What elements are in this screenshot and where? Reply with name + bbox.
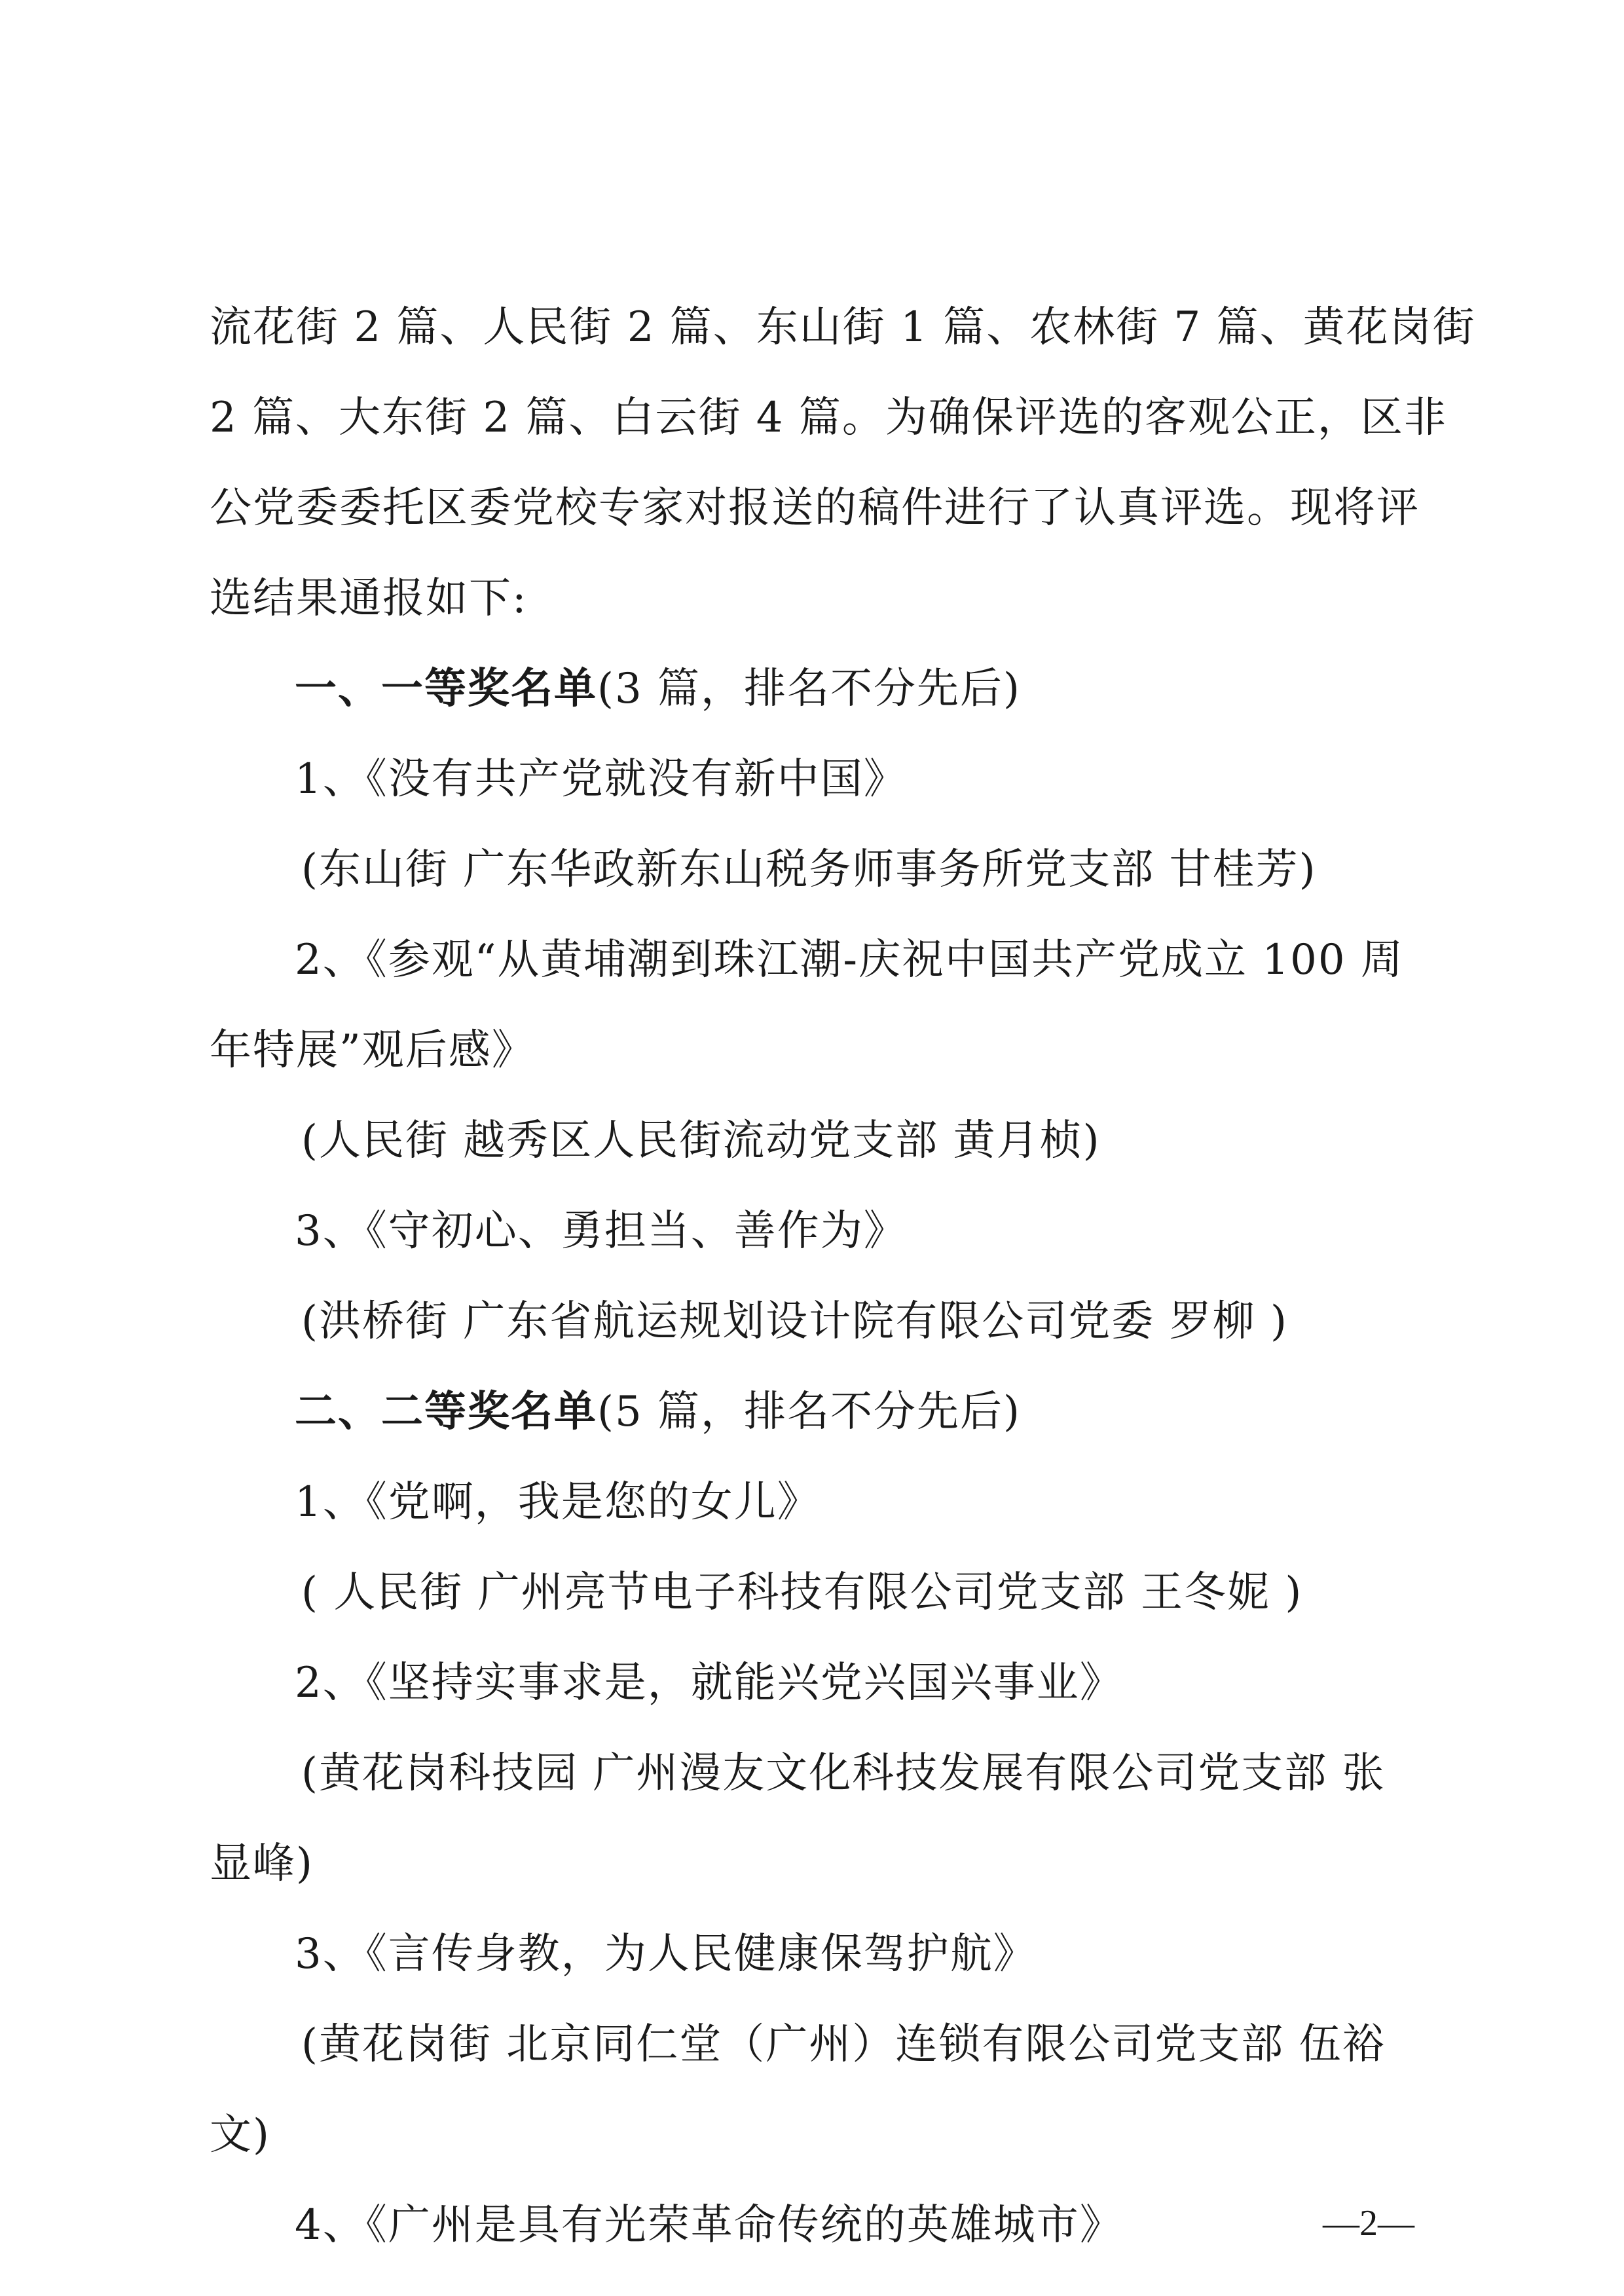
- second-prize-item-4-title: 4、《广州是具有光荣革命传统的英雄城市》: [295, 2201, 1123, 2250]
- second-prize-item-3-author-line-1: (黄花岗街 北京同仁堂（广州）连锁有限公司党支部 伍裕: [301, 2020, 1386, 2069]
- intro-line-3: 公党委委托区委党校专家对报送的稿件进行了认真评选。现将评: [210, 484, 1420, 532]
- first-prize-section-heading: [295, 663, 1414, 715]
- intro-line-2: 2 篇、大东街 2 篇、白云街 4 篇。为确保评选的客观公正，区非: [210, 394, 1447, 442]
- second-prize-item-1-author: ( 人民街 广州亮节电子科技有限公司党支部 王冬妮 ): [301, 1568, 1303, 1617]
- second-prize-note: (5 篇，排名不分先后): [597, 1388, 1021, 1436]
- page-number: —2—: [1323, 2203, 1414, 2244]
- first-prize-item-2-title-line-1: 2、《参观“从黄埔潮到珠江潮-庆祝中国共产党成立 100 周: [295, 936, 1404, 984]
- first-prize-item-1-title: 1、《没有共产党就没有新中国》: [295, 755, 907, 804]
- first-prize-item-3-author: (洪桥街 广东省航运规划设计院有限公司党委 罗柳 ): [301, 1297, 1288, 1346]
- second-prize-section-heading: [295, 1386, 1414, 1438]
- first-prize-item-1-author: (东山街 广东华政新东山税务师事务所党支部 甘桂芳): [301, 845, 1317, 894]
- intro-line-4: 选结果通报如下:: [210, 574, 528, 623]
- second-prize-item-2-author-line-2: 显峰): [210, 1840, 314, 1888]
- first-prize-item-2-title-line-2: 年特展”观后感》: [210, 1026, 535, 1075]
- second-prize-item-2-title: 2、《坚持实事求是，就能兴党兴国兴事业》: [295, 1659, 1123, 1707]
- second-prize-item-3-title: 3、《言传身教，为人民健康保驾护航》: [295, 1930, 1037, 1978]
- second-prize-item-3-author-line-2: 文): [210, 2111, 270, 2159]
- first-prize-note: (3 篇，排名不分先后): [597, 665, 1021, 713]
- second-prize-item-2-author-line-1: (黄花岗科技园 广州漫友文化科技发展有限公司党支部 张: [301, 1749, 1386, 1798]
- intro-line-1: 流花街 2 篇、人民街 2 篇、东山街 1 篇、农林街 7 篇、黄花岗街: [210, 303, 1476, 352]
- second-prize-item-1-title: 1、《党啊，我是您的女儿》: [295, 1478, 821, 1527]
- first-prize-item-3-title: 3、《守初心、勇担当、善作为》: [295, 1207, 907, 1255]
- first-prize-heading: 一、一等奖名单: [295, 664, 597, 713]
- second-prize-heading: 二、二等奖名单: [295, 1387, 597, 1436]
- first-prize-item-2-author: (人民街 越秀区人民街流动党支部 黄月桢): [301, 1117, 1101, 1165]
